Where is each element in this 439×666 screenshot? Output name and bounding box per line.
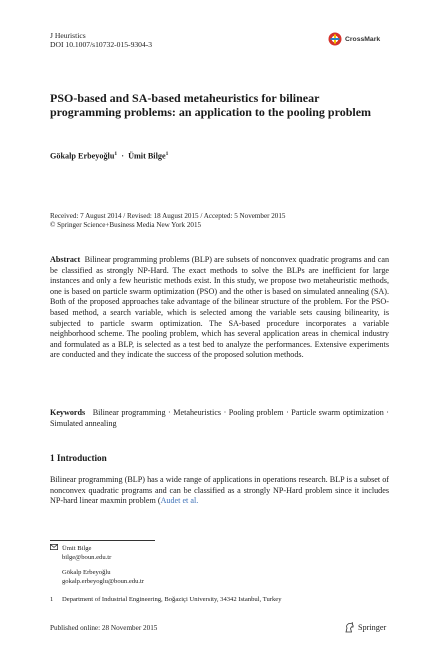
author-affiliation-mark: 1 xyxy=(165,151,169,157)
contact-email[interactable]: gokalp.erbeyoglu@boun.edu.tr xyxy=(62,577,145,585)
footnote-divider xyxy=(50,540,155,541)
introduction-text xyxy=(50,475,389,507)
received-line: Received: 7 August 2014 / Revised: 18 August 2015 / Accepted: 5 November 2015 xyxy=(50,212,286,220)
section-heading: 1 Introduction xyxy=(50,453,107,463)
published-online: Published online: 28 November 2015 xyxy=(50,624,158,632)
envelope-icon xyxy=(50,544,62,554)
author-separator: · xyxy=(121,151,124,161)
abstract-text: Bilinear programming problems (BLP) are subsets of nonconvex quadratic programs and can be classified as strongly NP-Hard. The exact methods to solve the BLPs are inefficient for large instances and only a few heuristic methods exist. In this study, we propose two metaheuristic methods, one is based on particle swarm optimization (PSO) and the other is based on simulated annealing (SA). Both of the proposed approaches take advantage of the bilinear structure of the problem. For the PSO-based method, a search variable, which is selected among the variable sets causing bilinearity, is subjected to particle swarm optimization. The SA-based procedure incorporates a variable neighborhood scheme. The pooling problem, which has several application areas in chemical industry and formulated as a BLP, is selected as a test bed to analyze the performances. Extensive experiments are conducted and they indicate the success of the proposed solution methods. xyxy=(50,255,390,360)
crossmark-badge[interactable] xyxy=(328,31,388,47)
contact-name: Ümit Bilge xyxy=(62,545,92,552)
publisher-name: Springer xyxy=(358,623,387,632)
affiliation-text: Department of Industrial Engineering, Boğaziçi University, 34342 Istanbul, Turkey xyxy=(62,596,282,603)
author-list xyxy=(50,151,168,161)
affiliation-number: 1 xyxy=(50,596,54,603)
keywords-label: Keywords xyxy=(50,408,86,417)
author-name[interactable]: Ümit Bilge xyxy=(128,151,166,161)
keywords-text: Bilinear programming · Metaheuristics · Pooling problem · Particle swarm optimization · Simulated annealing xyxy=(50,408,390,428)
abstract-label: Abstract xyxy=(50,255,81,264)
intro-body: Bilinear programming (BLP) has a wide range of applications in operations research. BLP is a subset of nonconvex quadratic programs and can be classified as a strongly NP-Hard problem since it includes NP-hard linear maxmin problem ( xyxy=(50,475,389,506)
doi[interactable]: DOI 10.1007/s10732-015-9304-3 xyxy=(50,40,153,49)
paper-title: PSO-based and SA-based metaheuristics for bilinear programming problems: an application to the pooling problem xyxy=(50,91,372,120)
crossmark-icon xyxy=(328,32,342,46)
contact-block-2 xyxy=(50,569,144,586)
author-affiliation-mark: 1 xyxy=(114,151,118,157)
keywords xyxy=(50,408,389,429)
springer-logo[interactable] xyxy=(344,622,386,633)
contact-block-1 xyxy=(50,544,111,562)
journal-name: J Heuristics xyxy=(50,31,86,40)
springer-horse-icon xyxy=(344,622,355,633)
contact-email[interactable]: bilge@boun.edu.tr xyxy=(62,553,112,561)
affiliation-footnote xyxy=(50,596,282,605)
citation-link[interactable]: Audet et al. xyxy=(160,496,199,506)
journal-header xyxy=(50,31,152,49)
contact-name: Gökalp Erbeyoğlu xyxy=(62,569,111,576)
crossmark-label: CrossMark xyxy=(345,35,381,43)
author-name[interactable]: Gökalp Erbeyoğlu xyxy=(50,151,115,161)
abstract xyxy=(50,255,389,361)
copyright-line: © Springer Science+Business Media New York 2015 xyxy=(50,221,202,230)
publication-history xyxy=(50,212,390,231)
